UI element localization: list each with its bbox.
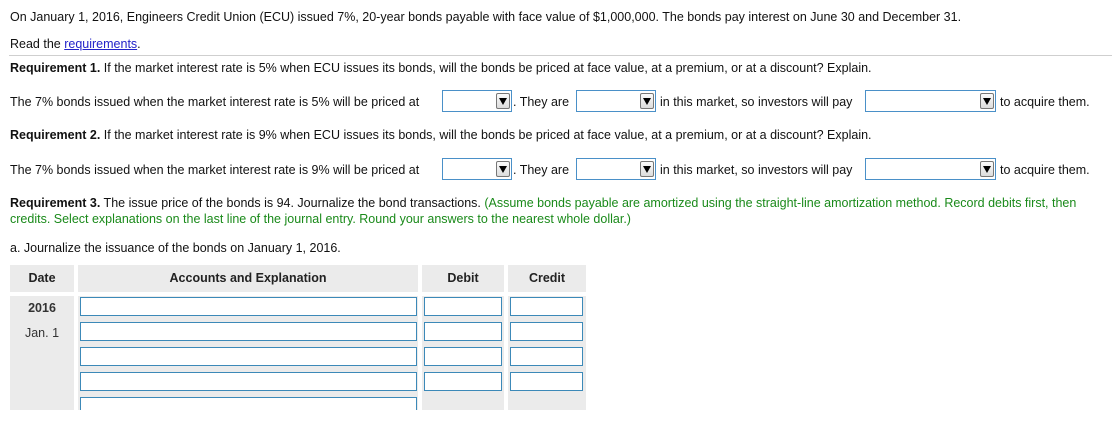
requirement-3-text: The issue price of the bonds is 94. Journalize the bond transactions. — [100, 196, 481, 210]
req1-pay-dropdown[interactable] — [865, 90, 996, 112]
credit-input-row-2[interactable] — [510, 322, 583, 341]
journal-date: Jan. 1 — [24, 326, 60, 340]
read-prefix: Read the — [10, 37, 65, 51]
requirement-2-text: If the market interest rate is 9% when ECU issues its bonds, will the bonds be priced at face value, at a premium, or at a discount? Explain. — [100, 128, 872, 142]
column-header-debit: Debit — [447, 271, 479, 285]
requirement-3-label: Requirement 3. — [10, 196, 101, 210]
req2-sentence-part4: to acquire them. — [1000, 163, 1090, 177]
account-input-row-2[interactable] — [80, 322, 417, 341]
problem-intro: On January 1, 2016, Engineers Credit Union (ECU) issued 7%, 20-year bonds payable with face value of $1,000,000. The bonds pay interest on June 30 and December 31. — [10, 10, 962, 24]
chevron-down-icon[interactable] — [640, 161, 654, 177]
chevron-down-icon[interactable] — [980, 161, 994, 177]
account-input-row-3[interactable] — [80, 347, 417, 366]
read-suffix: . — [137, 37, 141, 51]
divider — [9, 55, 1112, 56]
column-divider — [418, 265, 422, 410]
req1-sentence-part1: The 7% bonds issued when the market interest rate is 5% will be priced at — [10, 95, 420, 109]
req2-sentence-part3: in this market, so investors will pay — [660, 163, 853, 177]
req2-price-dropdown[interactable] — [442, 158, 512, 180]
req1-sentence-part2: . They are — [513, 95, 570, 109]
header-divider — [10, 292, 586, 296]
column-divider — [504, 265, 508, 410]
requirement-1-label: Requirement 1. — [10, 61, 101, 75]
journal-year: 2016 — [28, 301, 56, 315]
requirement-1-text: If the market interest rate is 5% when ECU issues its bonds, will the bonds be priced at face value, at a premium, or at a discount? Explain. — [100, 61, 872, 75]
journal-entry-table — [10, 265, 586, 410]
explanation-input[interactable] — [80, 397, 417, 410]
debit-input-row-4[interactable] — [424, 372, 502, 391]
requirement-1-heading — [10, 60, 872, 76]
requirement-3-heading — [10, 195, 1076, 211]
credit-input-row-3[interactable] — [510, 347, 583, 366]
credit-input-row-4[interactable] — [510, 372, 583, 391]
req1-price-dropdown[interactable] — [442, 90, 512, 112]
debit-input-row-2[interactable] — [424, 322, 502, 341]
requirement-3-note-line2: credits. Select explanations on the last line of the journal entry. Round your answers to the nearest whole dollar.) — [10, 212, 631, 226]
req2-sentence-part2: . They are — [513, 163, 570, 177]
requirement-2-label: Requirement 2. — [10, 128, 101, 142]
req1-rate-dropdown[interactable] — [576, 90, 656, 112]
req2-rate-dropdown[interactable] — [576, 158, 656, 180]
req2-sentence-part1: The 7% bonds issued when the market interest rate is 9% will be priced at — [10, 163, 420, 177]
requirement-2-heading — [10, 127, 872, 143]
column-header-accounts: Accounts and Explanation — [169, 271, 327, 285]
account-input-row-1[interactable] — [80, 297, 417, 316]
req1-sentence-part3: in this market, so investors will pay — [660, 95, 853, 109]
read-requirements — [10, 36, 141, 52]
chevron-down-icon[interactable] — [496, 161, 510, 177]
debit-input-row-3[interactable] — [424, 347, 502, 366]
requirement-3-note-line1: (Assume bonds payable are amortized using the straight-line amortization method. Record debits first, then — [484, 196, 1077, 210]
credit-input-row-1[interactable] — [510, 297, 583, 316]
column-divider — [74, 265, 78, 410]
req2-pay-dropdown[interactable] — [865, 158, 996, 180]
debit-input-row-1[interactable] — [424, 297, 502, 316]
account-input-row-4[interactable] — [80, 372, 417, 391]
requirements-link[interactable]: requirements — [64, 37, 138, 51]
chevron-down-icon[interactable] — [640, 93, 654, 109]
column-header-date: Date — [28, 271, 56, 285]
part-a-instruction: a. Journalize the issuance of the bonds on January 1, 2016. — [10, 241, 341, 255]
chevron-down-icon[interactable] — [980, 93, 994, 109]
chevron-down-icon[interactable] — [496, 93, 510, 109]
column-header-credit: Credit — [528, 271, 566, 285]
req1-sentence-part4: to acquire them. — [1000, 95, 1090, 109]
